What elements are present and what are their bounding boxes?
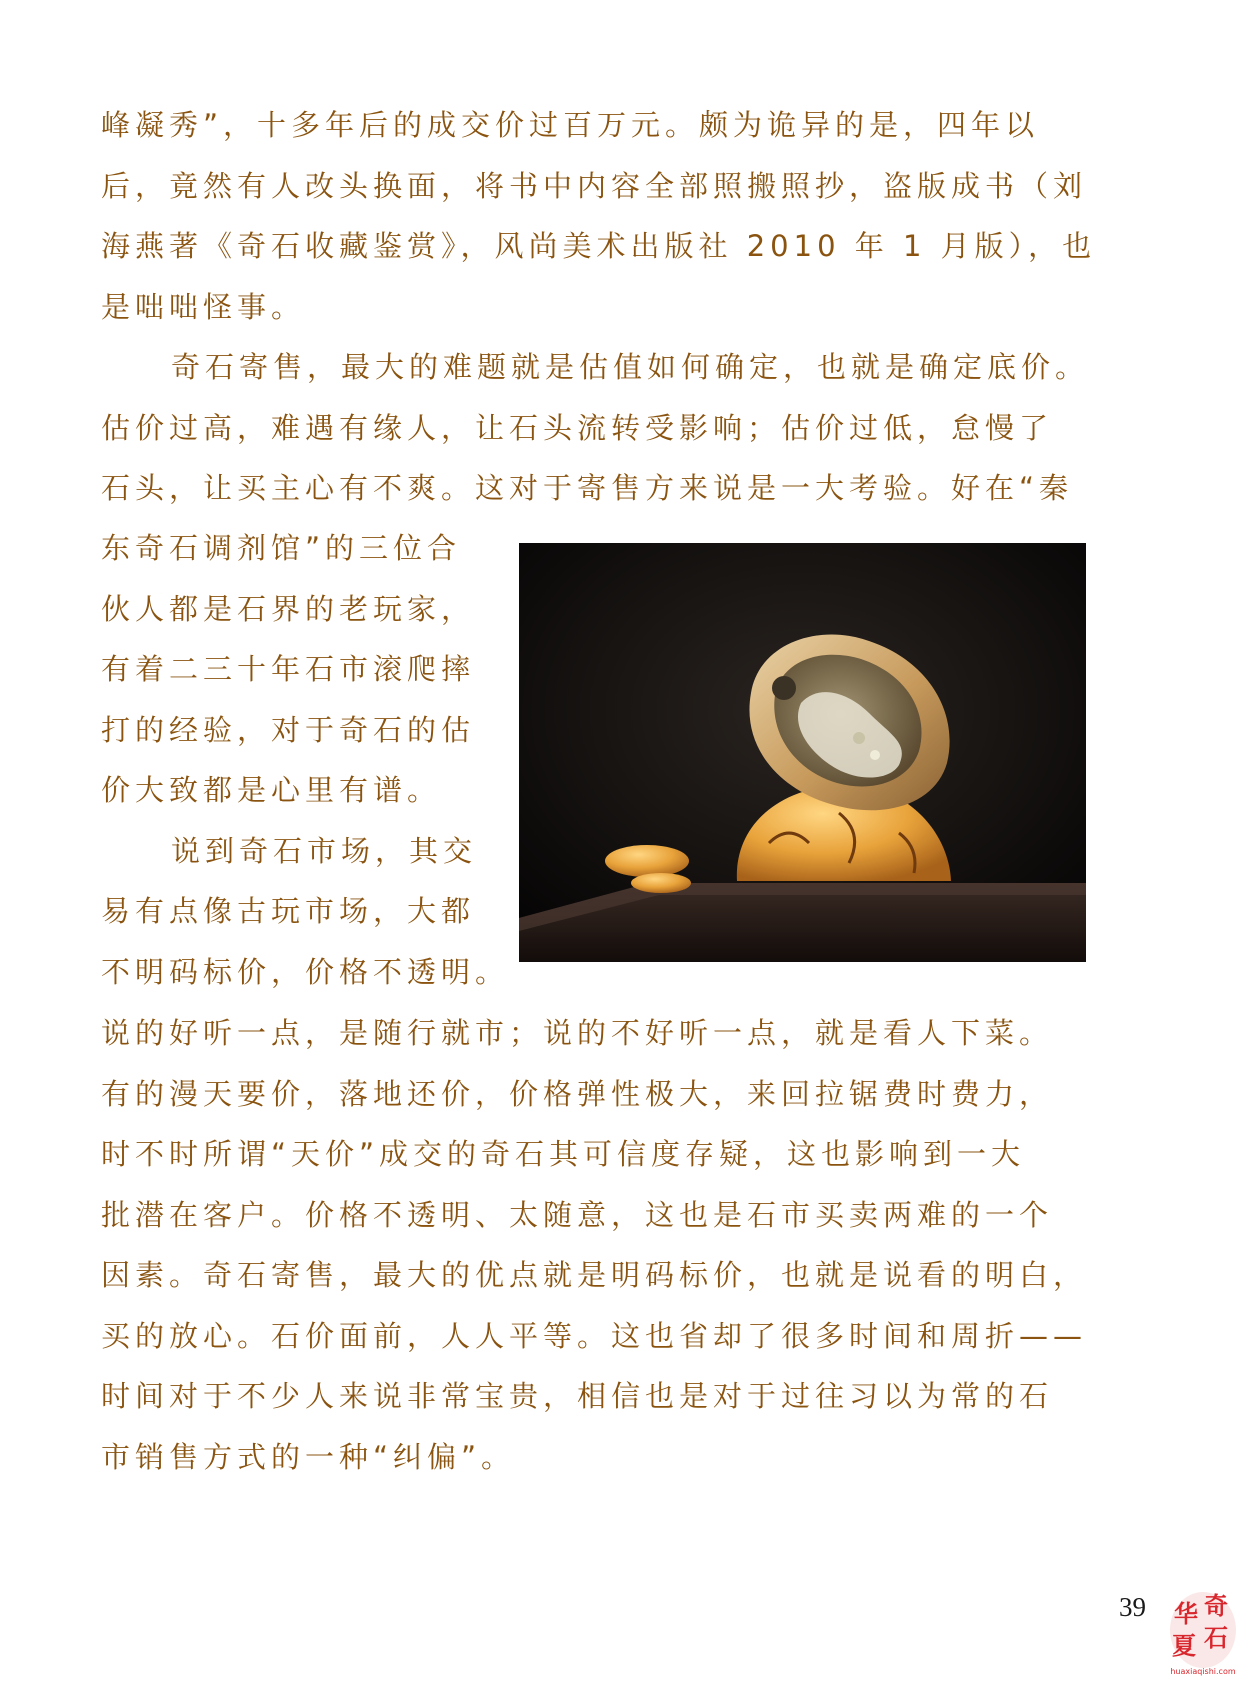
text-line: 峰凝秀”，十多年后的成交价过百万元。颇为诡异的是，四年以 [101,108,1040,142]
text-line: 批潜在客户。价格不透明、太随意，这也是石市买卖两难的一个 [101,1197,1054,1232]
agate-stone-photo [519,543,1086,962]
agate-stone-illustration [519,543,1086,962]
huaxia-qishi-logo-icon [1168,1588,1238,1680]
text-line: 有的漫天要价，落地还价，价格弹性极大，来回拉锯费时费力， [101,1076,1054,1111]
text-line: 伙人都是石界的老玩家， [101,591,476,626]
text-line: 时不时所谓“天价”成交的奇石其可信度存疑，这也影响到一大 [101,1137,1026,1171]
paragraph-side [101,518,516,1002]
paragraph-top [101,95,1101,519]
text-line: 估价过高，难遇有缘人，让石头流转受影响；估价过低，怠慢了 [101,410,1054,445]
logo-char: 奇 [1204,1592,1228,1620]
text-line: 有着二三十年石市滚爬摔 [101,652,476,686]
logo-char: 华 [1174,1600,1198,1628]
text-line: 易有点像古玩市场，大都 [101,894,476,928]
text-line: 是咄咄怪事。 [101,289,306,324]
logo-char: 石 [1204,1624,1228,1652]
logo-url: huaxiaqishi.com [1170,1667,1236,1676]
text-line: 说的好听一点，是随行就市；说的不好听一点，就是看人下菜。 [101,1016,1054,1050]
text-line: 说到奇石市场，其交 [171,833,478,868]
text-line: 买的放心。石价面前，人人平等。这也省却了很多时间和周折—— [101,1318,1088,1353]
text-line: 时间对于不少人来说非常宝贵，相信也是对于过往习以为常的石 [101,1379,1054,1413]
logo-char: 夏 [1172,1632,1196,1660]
text-line: 东奇石调剂馆”的三位合 [101,531,462,565]
text-line: 市销售方式的一种“纠偏”。 [101,1439,516,1474]
text-line: 后，竟然有人改头换面，将书中内容全部照搬照抄，盗版成书（刘 [101,168,1088,203]
text-line: 石头，让买主心有不爽。这对于寄售方来说是一大考验。好在“秦 [101,471,1074,505]
text-line: 价大致都是心里有谱。 [101,773,442,807]
paragraph-bottom [101,1003,1101,1487]
text-line: 打的经验，对于奇石的估 [101,712,476,747]
text-line: 奇石寄售，最大的难题就是估值如何确定，也就是确定底价。 [171,350,1090,384]
text-line: 海燕著《奇石收藏鉴赏》，风尚美术出版社 2010 年 1 月版），也 [101,229,1097,263]
page-number: 39 [1119,1592,1146,1622]
text-line: 因素。奇石寄售，最大的优点就是明码标价，也就是说看的明白， [101,1258,1088,1292]
text-line: 不明码标价，价格不透明。 [101,954,510,989]
